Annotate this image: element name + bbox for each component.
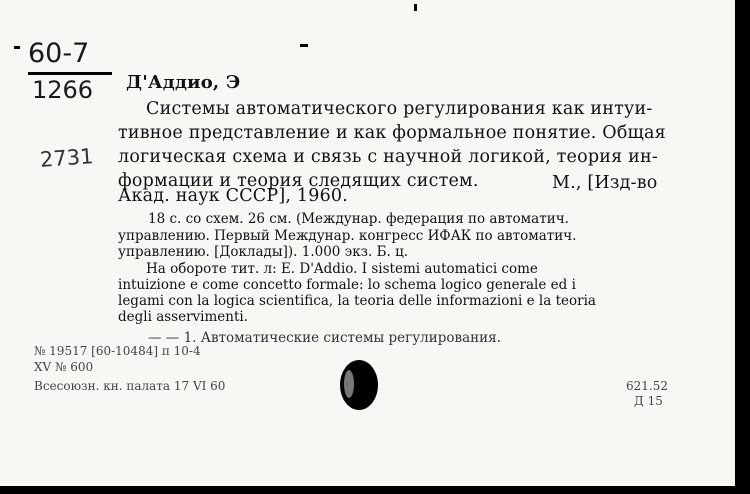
scan-border-right xyxy=(735,0,750,494)
description-line-1: 18 с. со схем. 26 см. (Междунар. федерация по автоматич. xyxy=(148,211,569,227)
code-underline xyxy=(28,72,112,75)
title-line-3: логическая схема и связь с научной логикой, теория ин- xyxy=(118,147,658,167)
footer-right-1: 621.52 xyxy=(626,379,668,393)
footer-line-2: XV № 600 xyxy=(34,360,94,374)
handwritten-code-bottom: 1266 xyxy=(32,76,94,104)
description-line-3: управлению. [Доклады]). 1.000 экз. Б. ц. xyxy=(118,244,409,260)
footer-line-3: Всесоюзн. кн. палата 17 VI 60 xyxy=(34,379,226,393)
title-line-1: Системы автоматического регулирования как интуи- xyxy=(146,99,653,119)
title-line-5: Акад. наук СССР], 1960. xyxy=(118,186,349,206)
place-publisher: М., [Изд-во xyxy=(552,173,658,193)
scan-speck xyxy=(414,4,417,11)
title-line-2: тивное представление и как формальное понятие. Общая xyxy=(118,123,666,143)
note-line-1: На обороте тит. л: E. D'Addio. I sistemi automatici come xyxy=(146,261,538,277)
subject-heading: — — 1. Автоматические системы регулирования. xyxy=(148,330,501,346)
title-line-4: формации и теория следящих систем. xyxy=(118,171,479,191)
punch-hole xyxy=(340,360,378,410)
note-line-4: degli asservimenti. xyxy=(118,309,249,325)
author-heading: Д'Аддио, Э xyxy=(126,72,241,93)
note-line-2: intuizione e come concetto formale: lo schema logico generale ed i xyxy=(118,277,576,293)
scan-speck xyxy=(14,46,20,49)
description-line-2: управлению. Первый Междунар. конгресс ИФАК по автоматич. xyxy=(118,228,577,244)
footer-line-1: № 19517 [60-10484] п 10-4 xyxy=(34,344,201,358)
scan-speck xyxy=(300,44,308,47)
handwritten-code-top: 60-7 xyxy=(28,38,90,69)
note-line-3: legami con la logica scientifica, la teoria delle informazioni e la teoria xyxy=(118,293,596,309)
scan-border-bottom xyxy=(0,486,750,494)
footer-right-2: Д 15 xyxy=(634,394,663,408)
handwritten-margin-note: 2731 xyxy=(39,144,95,172)
